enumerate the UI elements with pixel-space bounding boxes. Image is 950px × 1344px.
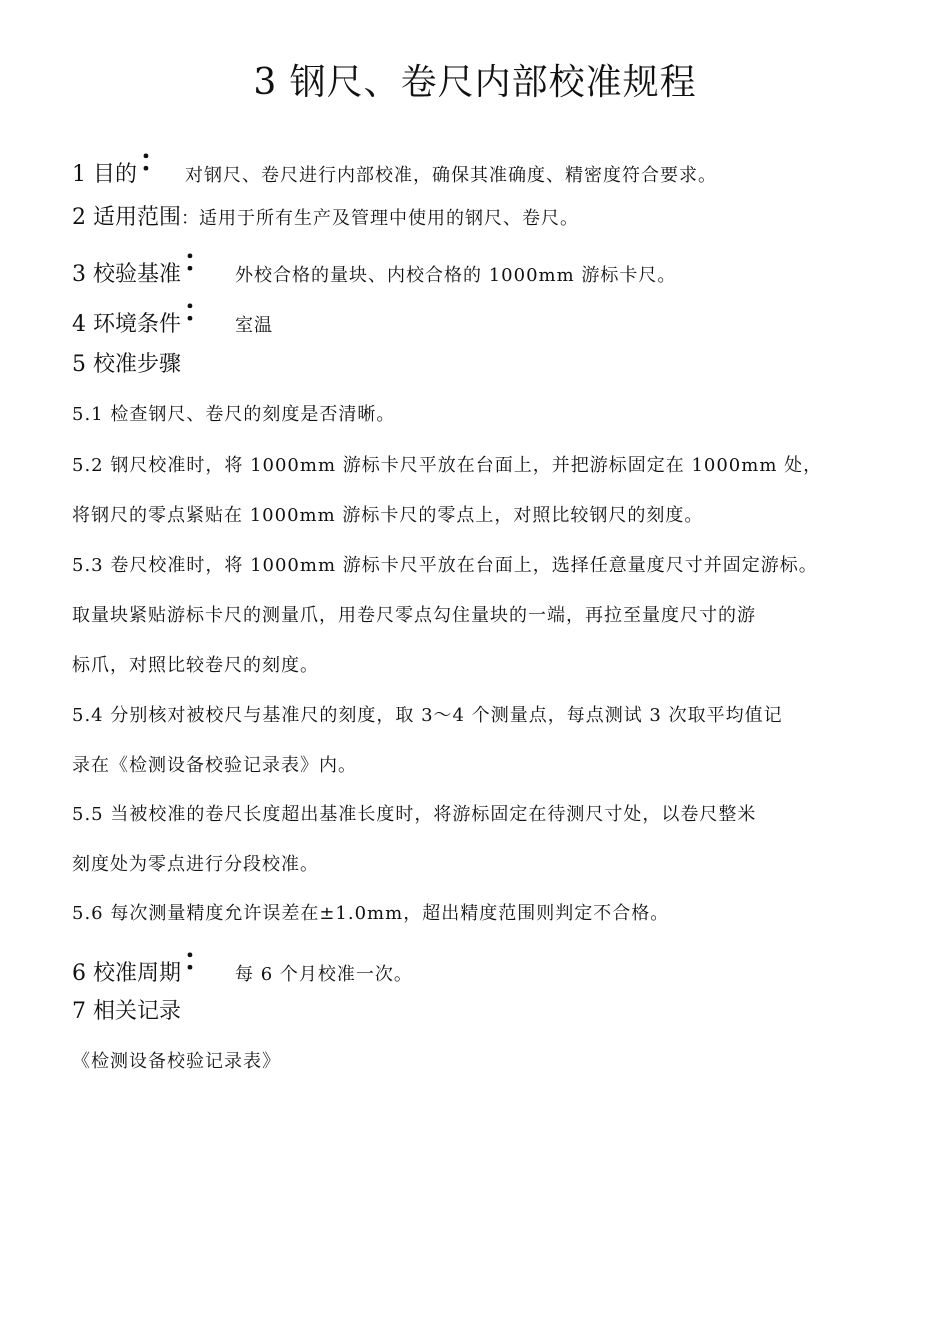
section-purpose-text: 对钢尺、卷尺进行内部校准，确保其准确度、精密度符合要求。 <box>185 165 717 186</box>
section-steps-heading <box>72 350 181 380</box>
section-environment-label: 4 环境条件 <box>72 312 181 337</box>
step-5-3-line: 5.3 卷尺校准时，将 1000mm 游标卡尺平放在台面上，选择任意量度尺寸并固定游标。 <box>72 555 818 576</box>
section-records-label: 7 相关记录 <box>72 999 181 1024</box>
step-5-3 <box>72 541 882 691</box>
section-environment-colon: ： <box>183 294 213 329</box>
section-reference-label: 3 校验基准 <box>72 262 181 287</box>
section-cycle-text: 每 6 个月校准一次。 <box>235 964 413 985</box>
section-cycle-colon: ： <box>183 943 213 978</box>
step-5-1-line: 5.1 检查钢尺、卷尺的刻度是否清晰。 <box>72 404 396 425</box>
section-environment-text: 室温 <box>235 315 273 336</box>
section-purpose-colon: ： <box>139 144 169 179</box>
step-5-2 <box>72 441 882 541</box>
step-5-6-line: 5.6 每次测量精度允许误差在±1.0mm，超出精度范围则判定不合格。 <box>72 903 670 924</box>
step-5-5-line: 刻度处为零点进行分段校准。 <box>72 854 319 875</box>
section-purpose <box>72 144 717 191</box>
step-5-3-line: 取量块紧贴游标卡尺的测量爪，用卷尺零点勾住量块的一端，再拉至量度尺寸的游 <box>72 605 756 626</box>
step-5-4 <box>72 691 882 791</box>
section-environment <box>72 294 273 341</box>
step-5-5 <box>72 790 882 890</box>
section-scope-label: 2 适用范围 <box>72 205 181 230</box>
step-5-5-line: 5.5 当被校准的卷尺长度超出基准长度时，将游标固定在待测尺寸处，以卷尺整米 <box>72 804 757 825</box>
step-5-4-line: 5.4 分别核对被校尺与基准尺的刻度，取 3～4 个测量点，每点测试 3 次取平均值记 <box>72 705 783 726</box>
section-records-text: 《检测设备校验记录表》 <box>72 1051 281 1072</box>
section-cycle-label: 6 校准周期 <box>72 961 181 986</box>
section-purpose-label: 1 目的 <box>72 162 137 187</box>
section-scope-text: 适用于所有生产及管理中使用的钢尺、卷尺。 <box>199 208 579 229</box>
section-reference-colon: ： <box>183 244 213 279</box>
section-reference <box>72 244 677 291</box>
document-title: 3 钢尺、卷尺内部校准规程 <box>253 62 697 103</box>
step-5-2-line: 5.2 钢尺校准时，将 1000mm 游标卡尺平放在台面上，并把游标固定在 1000mm 处， <box>72 455 823 476</box>
section-records-heading <box>72 997 181 1027</box>
step-5-2-line: 将钢尺的零点紧贴在 1000mm 游标卡尺的零点上，对照比较钢尺的刻度。 <box>72 505 704 526</box>
section-scope-colon: ： <box>181 208 199 229</box>
section-reference-text: 外校合格的量块、内校合格的 1000mm 游标卡尺。 <box>235 265 677 286</box>
step-5-4-line: 录在《检测设备校验记录表》内。 <box>72 755 357 776</box>
step-5-6 <box>72 889 882 939</box>
section-cycle <box>72 943 413 990</box>
section-steps-label: 5 校准步骤 <box>72 352 181 377</box>
step-5-3-line: 标爪，对照比较卷尺的刻度。 <box>72 655 319 676</box>
step-5-1 <box>72 390 882 440</box>
section-scope <box>72 203 579 234</box>
